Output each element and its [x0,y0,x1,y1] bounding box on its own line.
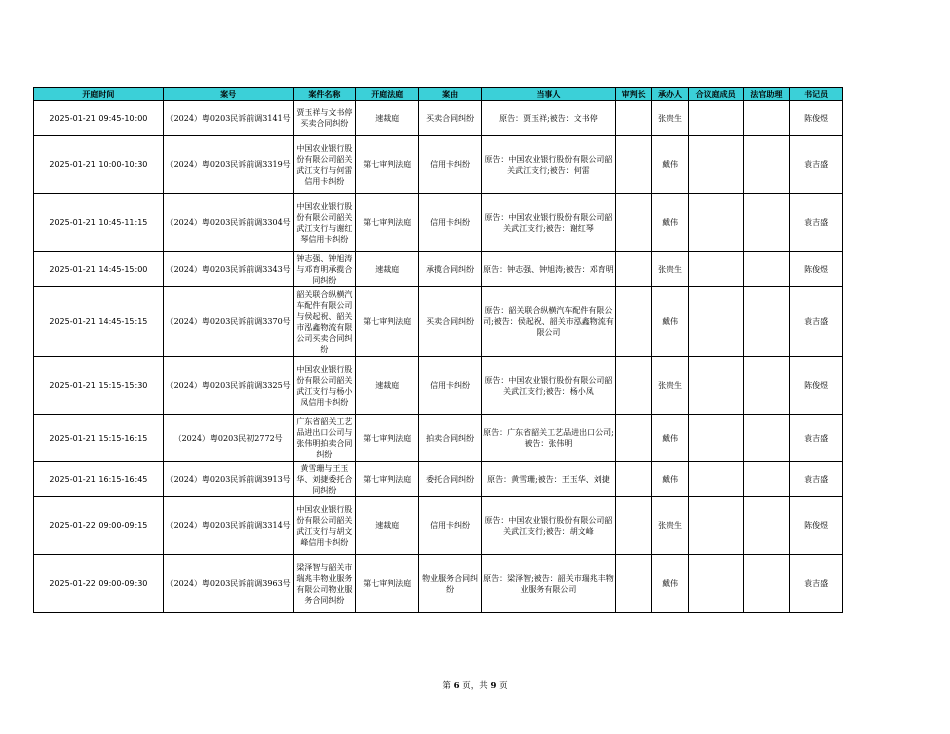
cell-handler: 戴伟 [652,415,688,462]
header-time: 开庭时间 [34,88,164,101]
cell-case-no: （2024）粤0203民诉前调3319号 [163,136,293,194]
table-row [34,194,843,252]
cell-parties: 原告：广东省韶关工艺品进出口公司;被告：张伟明 [482,415,616,462]
cell-case-name: 贾玉祥与文书停买卖合同纠纷 [293,101,356,136]
cell-panel [688,136,743,194]
footer-prefix: 第 [442,681,451,691]
header-clerk: 书记员 [790,88,843,101]
table-row [34,555,843,613]
cell-assistant [743,252,790,287]
cell-handler: 戴伟 [652,194,688,252]
cell-assistant [743,287,790,357]
cell-court: 速裁庭 [356,497,419,555]
cell-court: 第七审判法庭 [356,136,419,194]
cell-cause: 信用卡纠纷 [419,497,482,555]
cell-case-no: （2024）粤0203民初2772号 [163,415,293,462]
header-assistant: 法官助理 [743,88,790,101]
cell-clerk: 袁吉盛 [790,287,843,357]
cell-parties: 原告：中国农业银行股份有限公司韶关武江支行;被告：谢红琴 [482,194,616,252]
cell-handler: 张贵生 [652,252,688,287]
cell-case-name: 广东省韶关工艺品进出口公司与张伟明拍卖合同纠纷 [293,415,356,462]
cell-chief-judge [615,194,651,252]
cell-parties: 原告：贾玉祥;被告：文书停 [482,101,616,136]
cell-panel [688,252,743,287]
cell-panel [688,357,743,415]
footer-total-pages: 9 [490,681,497,691]
cell-assistant [743,497,790,555]
footer-suffix: 页 [499,681,508,691]
cell-chief-judge [615,136,651,194]
header-case-no: 案号 [163,88,293,101]
cell-parties: 原告：中国农业银行股份有限公司韶关武江支行;被告：何雷 [482,136,616,194]
cell-cause: 买卖合同纠纷 [419,101,482,136]
cell-time: 2025-01-21 15:15-15:30 [34,357,164,415]
table-row [34,101,843,136]
cell-clerk: 袁吉盛 [790,555,843,613]
footer-page-number: 6 [453,681,460,691]
cell-clerk: 袁吉盛 [790,462,843,497]
cell-time: 2025-01-21 10:00-10:30 [34,136,164,194]
cell-cause: 信用卡纠纷 [419,136,482,194]
cell-clerk: 陈俊煜 [790,252,843,287]
cell-time: 2025-01-21 15:15-16:15 [34,415,164,462]
cell-handler: 张贵生 [652,101,688,136]
cell-parties: 原告：中国农业银行股份有限公司韶关武江支行;被告：胡文峰 [482,497,616,555]
cell-case-no: （2024）粤0203民诉前调3314号 [163,497,293,555]
cell-assistant [743,357,790,415]
table-row [34,136,843,194]
cell-case-no: （2024）粤0203民诉前调3304号 [163,194,293,252]
cell-panel [688,497,743,555]
cell-case-name: 中国农业银行股份有限公司韶关武江支行与谢红琴信用卡纠纷 [293,194,356,252]
cell-court: 第七审判法庭 [356,194,419,252]
cell-cause: 委托合同纠纷 [419,462,482,497]
cell-chief-judge [615,497,651,555]
cell-time: 2025-01-21 14:45-15:00 [34,252,164,287]
cell-case-name: 中国农业银行股份有限公司韶关武江支行与胡文峰信用卡纠纷 [293,497,356,555]
cell-parties: 原告：中国农业银行股份有限公司韶关武江支行;被告：杨小凤 [482,357,616,415]
header-court: 开庭法庭 [356,88,419,101]
cell-case-name: 韶关联合纵横汽车配件有限公司与侯起祝、韶关市泓鑫物流有限公司买卖合同纠纷 [293,287,356,357]
cell-handler: 张贵生 [652,357,688,415]
cell-cause: 承揽合同纠纷 [419,252,482,287]
cell-court: 第七审判法庭 [356,462,419,497]
page-footer [0,679,950,691]
cell-chief-judge [615,357,651,415]
header-cause: 案由 [419,88,482,101]
cell-handler: 戴伟 [652,462,688,497]
cell-clerk: 袁吉盛 [790,415,843,462]
cell-cause: 物业服务合同纠纷 [419,555,482,613]
table-row [34,252,843,287]
cell-parties: 原告：黄雪珊;被告：王玉华、刘捷 [482,462,616,497]
cell-parties: 原告：梁泽智;被告：韶关市瑞兆丰物业服务有限公司 [482,555,616,613]
cell-case-no: （2024）粤0203民诉前调3343号 [163,252,293,287]
cell-court: 速裁庭 [356,101,419,136]
cell-assistant [743,555,790,613]
cell-clerk: 袁吉盛 [790,194,843,252]
cell-court: 第七审判法庭 [356,415,419,462]
cell-case-no: （2024）粤0203民诉前调3370号 [163,287,293,357]
cell-time: 2025-01-21 16:15-16:45 [34,462,164,497]
cell-case-no: （2024）粤0203民诉前调3325号 [163,357,293,415]
footer-middle: 页，共 [462,681,488,691]
cell-case-no: （2024）粤0203民诉前调3913号 [163,462,293,497]
cell-chief-judge [615,462,651,497]
cell-panel [688,462,743,497]
cell-panel [688,287,743,357]
cell-assistant [743,462,790,497]
cell-clerk: 袁吉盛 [790,136,843,194]
cell-case-no: （2024）粤0203民诉前调3963号 [163,555,293,613]
cell-chief-judge [615,252,651,287]
cell-handler: 戴伟 [652,555,688,613]
cell-case-name: 中国农业银行股份有限公司韶关武江支行与杨小凤信用卡纠纷 [293,357,356,415]
cell-time: 2025-01-21 09:45-10:00 [34,101,164,136]
cell-case-no: （2024）粤0203民诉前调3141号 [163,101,293,136]
cell-parties: 原告：韶关联合纵横汽车配件有限公司;被告：侯起祝、韶关市泓鑫物流有限公司 [482,287,616,357]
cell-cause: 拍卖合同纠纷 [419,415,482,462]
cell-time: 2025-01-22 09:00-09:30 [34,555,164,613]
cell-cause: 买卖合同纠纷 [419,287,482,357]
cell-assistant [743,136,790,194]
cell-clerk: 陈俊煜 [790,497,843,555]
table-row [34,497,843,555]
table-row [34,462,843,497]
cell-court: 速裁庭 [356,252,419,287]
cell-court: 第七审判法庭 [356,287,419,357]
cell-cause: 信用卡纠纷 [419,357,482,415]
cell-panel [688,415,743,462]
cell-chief-judge [615,101,651,136]
cell-handler: 戴伟 [652,287,688,357]
cell-assistant [743,415,790,462]
cell-panel [688,101,743,136]
cell-time: 2025-01-22 09:00-09:15 [34,497,164,555]
cell-chief-judge [615,555,651,613]
cell-case-name: 黄雪珊与王玉华、刘捷委托合同纠纷 [293,462,356,497]
header-panel: 合议庭成员 [688,88,743,101]
cell-clerk: 陈俊煜 [790,101,843,136]
cell-assistant [743,194,790,252]
cell-cause: 信用卡纠纷 [419,194,482,252]
header-parties: 当事人 [482,88,616,101]
cell-chief-judge [615,415,651,462]
cell-court: 第七审判法庭 [356,555,419,613]
cell-time: 2025-01-21 10:45-11:15 [34,194,164,252]
cell-panel [688,555,743,613]
cell-clerk: 陈俊煜 [790,357,843,415]
table-header-row [34,88,843,101]
cell-case-name: 中国农业银行股份有限公司韶关武江支行与何雷信用卡纠纷 [293,136,356,194]
header-handler: 承办人 [652,88,688,101]
table-row [34,287,843,357]
table-row [34,415,843,462]
cell-court: 速裁庭 [356,357,419,415]
cell-chief-judge [615,287,651,357]
hearing-schedule-table [33,87,843,613]
header-chief-judge: 审判长 [615,88,651,101]
header-case-name: 案件名称 [293,88,356,101]
table-row [34,357,843,415]
cell-time: 2025-01-21 14:45-15:15 [34,287,164,357]
cell-handler: 戴伟 [652,136,688,194]
cell-parties: 原告：钟志强、钟旭涛;被告：邓育明 [482,252,616,287]
cell-case-name: 梁泽智与韶关市瑞兆丰物业服务有限公司物业服务合同纠纷 [293,555,356,613]
cell-assistant [743,101,790,136]
cell-panel [688,194,743,252]
cell-handler: 张贵生 [652,497,688,555]
cell-case-name: 钟志强、钟旭涛与邓育明承揽合同纠纷 [293,252,356,287]
